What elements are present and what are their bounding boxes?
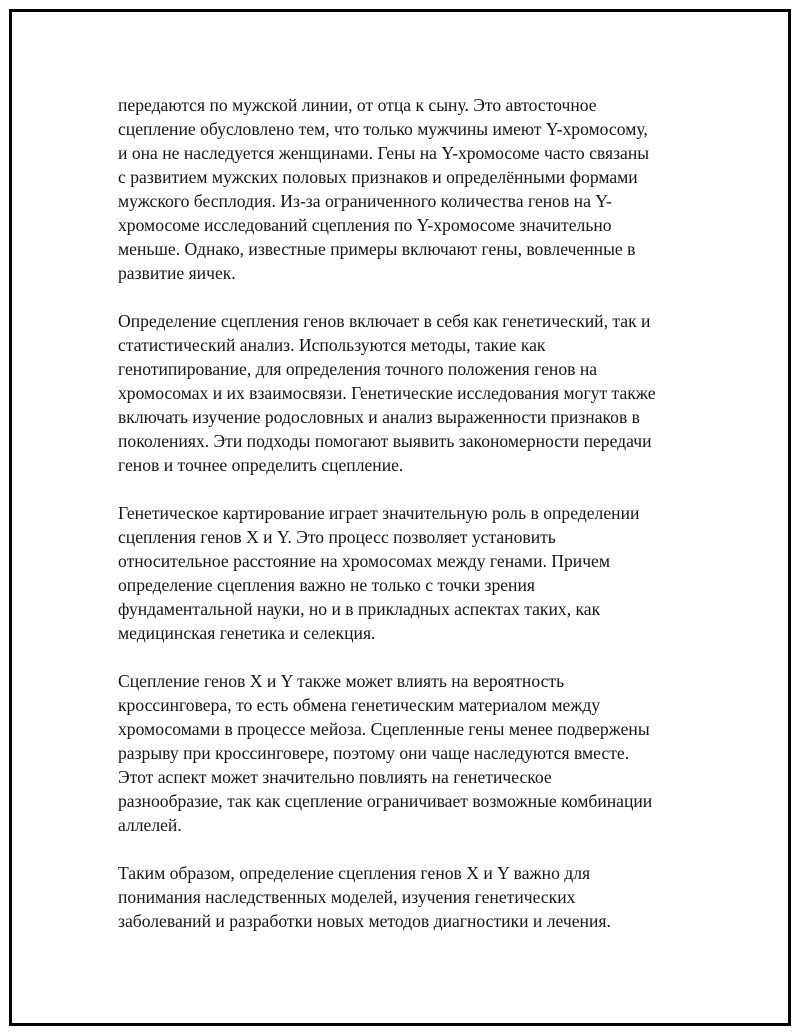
paragraph-3: [118, 501, 693, 645]
text-line: Сцепление генов X и Y также может влиять на вероятность: [118, 671, 565, 691]
text-line: понимания наследственных моделей, изучения генетических: [118, 887, 576, 907]
paragraph-4: [118, 669, 693, 837]
document-body: [118, 93, 693, 957]
text-line: сцепление обусловлено тем, что только мужчины имеют Y-хромосому,: [118, 119, 648, 139]
text-line: хромосомами в процессе мейоза. Сцепленные гены менее подвержены: [118, 719, 650, 739]
text-line: относительное расстояние на хромосомах между генами. Причем: [118, 551, 610, 571]
paragraph-2: [118, 309, 693, 477]
text-line: кроссинговера, то есть обмена генетическим материалом между: [118, 695, 601, 715]
text-line: передаются по мужской линии, от отца к сыну. Это автосточное: [118, 95, 597, 115]
text-line: статистический анализ. Используются методы, такие как: [118, 335, 546, 355]
text-line: и она не наследуется женщинами. Гены на Y-хромосоме часто связаны: [118, 143, 650, 163]
text-line: генов и точнее определить сцепление.: [118, 455, 404, 475]
text-line: меньше. Однако, известные примеры включают гены, вовлеченные в: [118, 239, 636, 259]
text-line: включать изучение родословных и анализ выраженности признаков в: [118, 407, 640, 427]
text-line: хромосомах и их взаимосвязи. Генетические исследования могут также: [118, 383, 656, 403]
text-line: Этот аспект может значительно повлиять на генетическое: [118, 767, 552, 787]
text-line: поколениях. Эти подходы помогают выявить закономерности передачи: [118, 431, 652, 451]
text-line: определение сцепления важно не только с точки зрения: [118, 575, 535, 595]
paragraph-1: [118, 93, 693, 285]
text-line: аллелей.: [118, 815, 182, 835]
text-line: Определение сцепления генов включает в себя как генетический, так и: [118, 311, 651, 331]
text-line: сцепления генов X и Y. Это процесс позволяет установить: [118, 527, 556, 547]
text-line: заболеваний и разработки новых методов диагностики и лечения.: [118, 911, 611, 931]
text-line: разнообразие, так как сцепление ограничивает возможные комбинации: [118, 791, 653, 811]
text-line: Генетическое картирование играет значительную роль в определении: [118, 503, 640, 523]
text-line: Таким образом, определение сцепления генов X и Y важно для: [118, 863, 591, 883]
text-line: мужского бесплодия. Из-за ограниченного количества генов на Y-: [118, 191, 612, 211]
text-line: медицинская генетика и селекция.: [118, 623, 376, 643]
text-line: развитие яичек.: [118, 263, 236, 283]
paragraph-5: [118, 861, 693, 933]
text-line: хромосоме исследований сцепления по Y-хромосоме значительно: [118, 215, 612, 235]
text-line: фундаментальной науки, но и в прикладных аспектах таких, как: [118, 599, 601, 619]
text-line: генотипирование, для определения точного положения генов на: [118, 359, 598, 379]
text-line: с развитием мужских половых признаков и определёнными формами: [118, 167, 638, 187]
text-line: разрыву при кроссинговере, поэтому они чаще наследуются вместе.: [118, 743, 630, 763]
